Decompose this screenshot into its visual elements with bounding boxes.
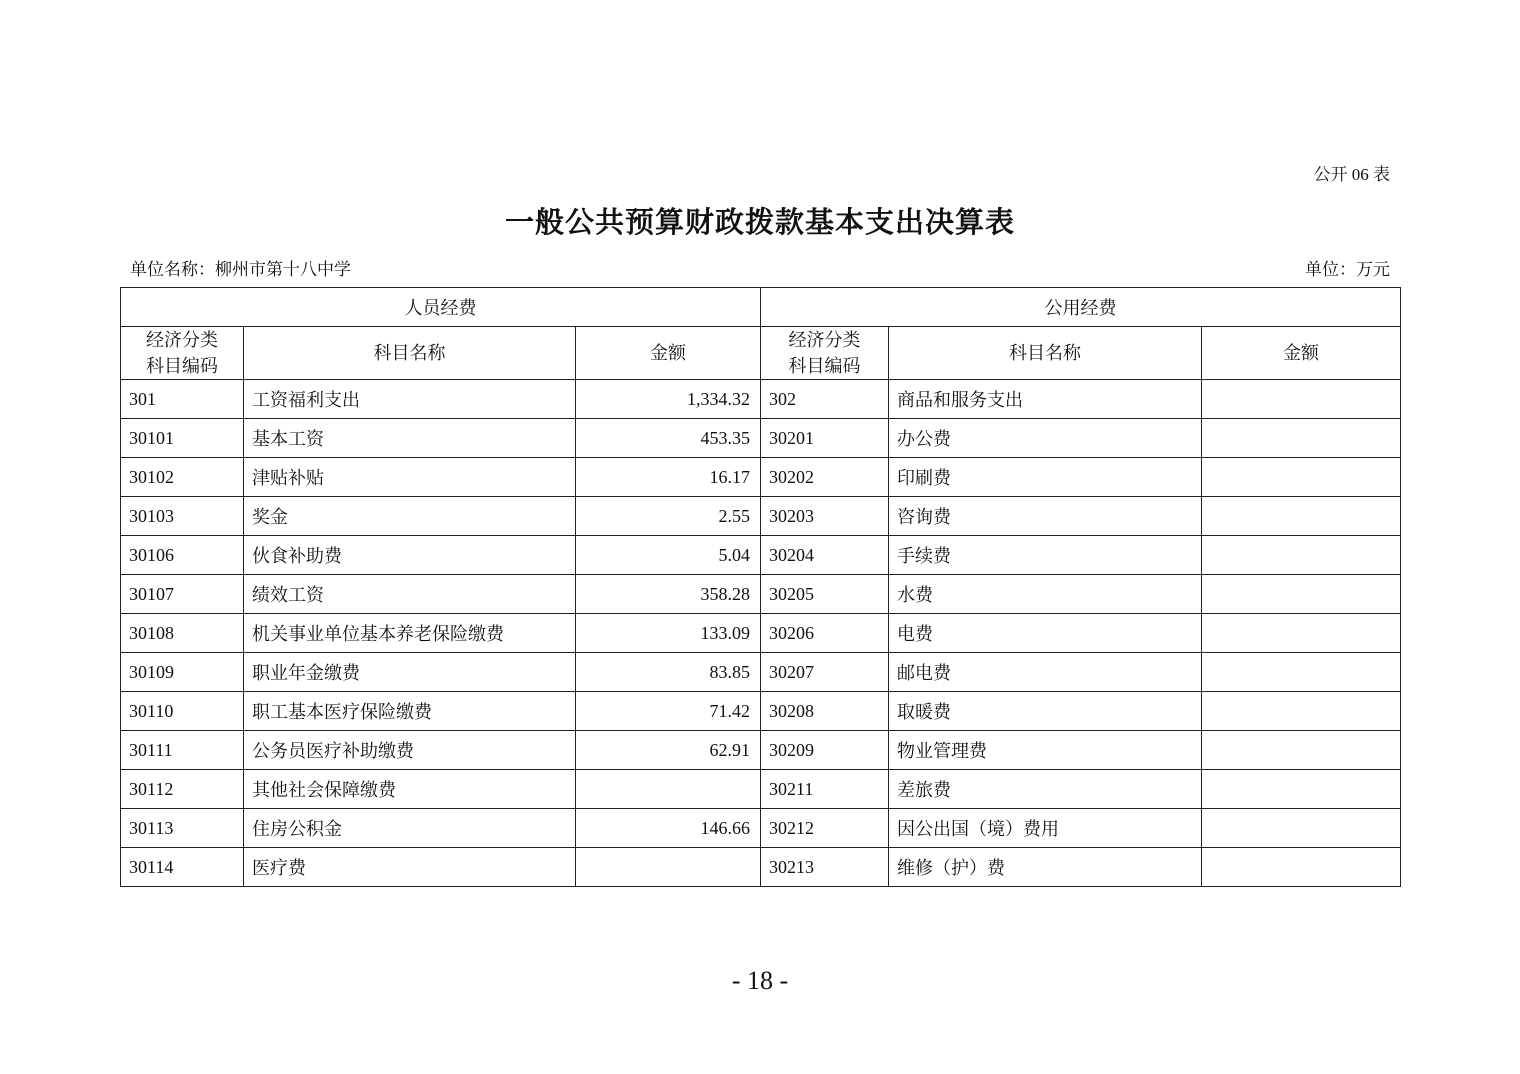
table-row <box>121 731 1401 770</box>
personnel-code-cell: 30113 <box>121 809 244 848</box>
page-title: 一般公共预算财政拨款基本支出决算表 <box>504 207 1015 239</box>
personnel-amount-cell: 453.35 <box>576 419 761 458</box>
public-code-cell: 30209 <box>761 731 889 770</box>
group-header-row <box>121 288 1401 327</box>
personnel-name-cell: 职业年金缴费 <box>244 653 576 692</box>
public-amount-cell <box>1202 653 1401 692</box>
table-row <box>121 458 1401 497</box>
public-name-cell: 取暖费 <box>889 692 1202 731</box>
public-code-cell: 30205 <box>761 575 889 614</box>
public-code-cell: 30203 <box>761 497 889 536</box>
public-name-cell: 咨询费 <box>889 497 1202 536</box>
personnel-code-cell: 30103 <box>121 497 244 536</box>
public-code-cell: 30202 <box>761 458 889 497</box>
public-amount-cell <box>1202 497 1401 536</box>
column-header-row <box>121 327 1401 380</box>
public-amount-cell <box>1202 731 1401 770</box>
public-name-header: 科目名称 <box>889 327 1202 380</box>
budget-expenditure-table <box>120 287 1401 887</box>
page-number: - 18 - <box>731 966 789 995</box>
public-name-cell: 维修（护）费 <box>889 848 1202 887</box>
personnel-code-cell: 30106 <box>121 536 244 575</box>
code-header-line2: 科目编码 <box>788 356 861 376</box>
personnel-code-cell: 30102 <box>121 458 244 497</box>
personnel-amount-cell: 71.42 <box>576 692 761 731</box>
public-name-cell: 因公出国（境）费用 <box>889 809 1202 848</box>
personnel-amount-cell <box>576 770 761 809</box>
table-row <box>121 380 1401 419</box>
personnel-amount-cell: 133.09 <box>576 614 761 653</box>
personnel-name-cell: 住房公积金 <box>244 809 576 848</box>
personnel-name-cell: 机关事业单位基本养老保险缴费 <box>244 614 576 653</box>
personnel-code-header <box>121 327 244 380</box>
personnel-amount-cell: 83.85 <box>576 653 761 692</box>
public-amount-cell <box>1202 809 1401 848</box>
public-code-header <box>761 327 889 380</box>
personnel-name-cell: 工资福利支出 <box>244 380 576 419</box>
public-code-cell: 30206 <box>761 614 889 653</box>
personnel-amount-cell: 146.66 <box>576 809 761 848</box>
public-name-cell: 印刷费 <box>889 458 1202 497</box>
public-name-cell: 物业管理费 <box>889 731 1202 770</box>
table-row <box>121 419 1401 458</box>
personnel-code-cell: 301 <box>121 380 244 419</box>
personnel-amount-cell: 2.55 <box>576 497 761 536</box>
table-row <box>121 809 1401 848</box>
public-name-cell: 水费 <box>889 575 1202 614</box>
personnel-group-header: 人员经费 <box>121 288 761 327</box>
personnel-amount-cell: 62.91 <box>576 731 761 770</box>
table-row <box>121 848 1401 887</box>
personnel-code-cell: 30112 <box>121 770 244 809</box>
public-amount-cell <box>1202 770 1401 809</box>
code-header-line2: 科目编码 <box>146 356 218 376</box>
public-name-cell: 手续费 <box>889 536 1202 575</box>
personnel-name-cell: 伙食补助费 <box>244 536 576 575</box>
personnel-code-cell: 30110 <box>121 692 244 731</box>
personnel-amount-cell: 5.04 <box>576 536 761 575</box>
personnel-amount-cell <box>576 848 761 887</box>
public-name-cell: 商品和服务支出 <box>889 380 1202 419</box>
public-name-cell: 电费 <box>889 614 1202 653</box>
currency-unit-label: 单位：万元 <box>1305 260 1390 279</box>
public-amount-cell <box>1202 614 1401 653</box>
code-header-line1: 经济分类 <box>788 330 861 350</box>
table-row <box>121 575 1401 614</box>
public-amount-cell <box>1202 380 1401 419</box>
code-header-line1: 经济分类 <box>146 330 218 350</box>
public-code-cell: 30208 <box>761 692 889 731</box>
personnel-name-cell: 绩效工资 <box>244 575 576 614</box>
personnel-name-cell: 医疗费 <box>244 848 576 887</box>
form-number: 公开 06 表 <box>1313 165 1390 184</box>
personnel-code-cell: 30111 <box>121 731 244 770</box>
table-row <box>121 770 1401 809</box>
table-row <box>121 614 1401 653</box>
public-code-cell: 30211 <box>761 770 889 809</box>
public-code-cell: 302 <box>761 380 889 419</box>
public-name-cell: 差旅费 <box>889 770 1202 809</box>
public-code-cell: 30213 <box>761 848 889 887</box>
public-code-cell: 30201 <box>761 419 889 458</box>
public-name-cell: 办公费 <box>889 419 1202 458</box>
personnel-name-cell: 奖金 <box>244 497 576 536</box>
table-row <box>121 653 1401 692</box>
public-group-header: 公用经费 <box>761 288 1401 327</box>
public-amount-cell <box>1202 419 1401 458</box>
personnel-name-cell: 职工基本医疗保险缴费 <box>244 692 576 731</box>
personnel-code-cell: 30109 <box>121 653 244 692</box>
public-code-cell: 30204 <box>761 536 889 575</box>
table-row <box>121 536 1401 575</box>
personnel-name-cell: 其他社会保障缴费 <box>244 770 576 809</box>
table-row <box>121 692 1401 731</box>
personnel-amount-cell: 1,334.32 <box>576 380 761 419</box>
public-name-cell: 邮电费 <box>889 653 1202 692</box>
personnel-amount-cell: 358.28 <box>576 575 761 614</box>
personnel-code-cell: 30107 <box>121 575 244 614</box>
unit-name-label: 单位名称：柳州市第十八中学 <box>130 260 351 279</box>
personnel-name-cell: 津贴补贴 <box>244 458 576 497</box>
personnel-amount-cell: 16.17 <box>576 458 761 497</box>
public-amount-cell <box>1202 536 1401 575</box>
public-amount-cell <box>1202 692 1401 731</box>
personnel-amount-header: 金额 <box>576 327 761 380</box>
personnel-code-cell: 30108 <box>121 614 244 653</box>
public-amount-header: 金额 <box>1202 327 1401 380</box>
personnel-name-cell: 基本工资 <box>244 419 576 458</box>
personnel-code-cell: 30101 <box>121 419 244 458</box>
public-amount-cell <box>1202 848 1401 887</box>
public-amount-cell <box>1202 575 1401 614</box>
personnel-name-header: 科目名称 <box>244 327 576 380</box>
personnel-name-cell: 公务员医疗补助缴费 <box>244 731 576 770</box>
public-code-cell: 30207 <box>761 653 889 692</box>
table-row <box>121 497 1401 536</box>
public-code-cell: 30212 <box>761 809 889 848</box>
public-amount-cell <box>1202 458 1401 497</box>
personnel-code-cell: 30114 <box>121 848 244 887</box>
